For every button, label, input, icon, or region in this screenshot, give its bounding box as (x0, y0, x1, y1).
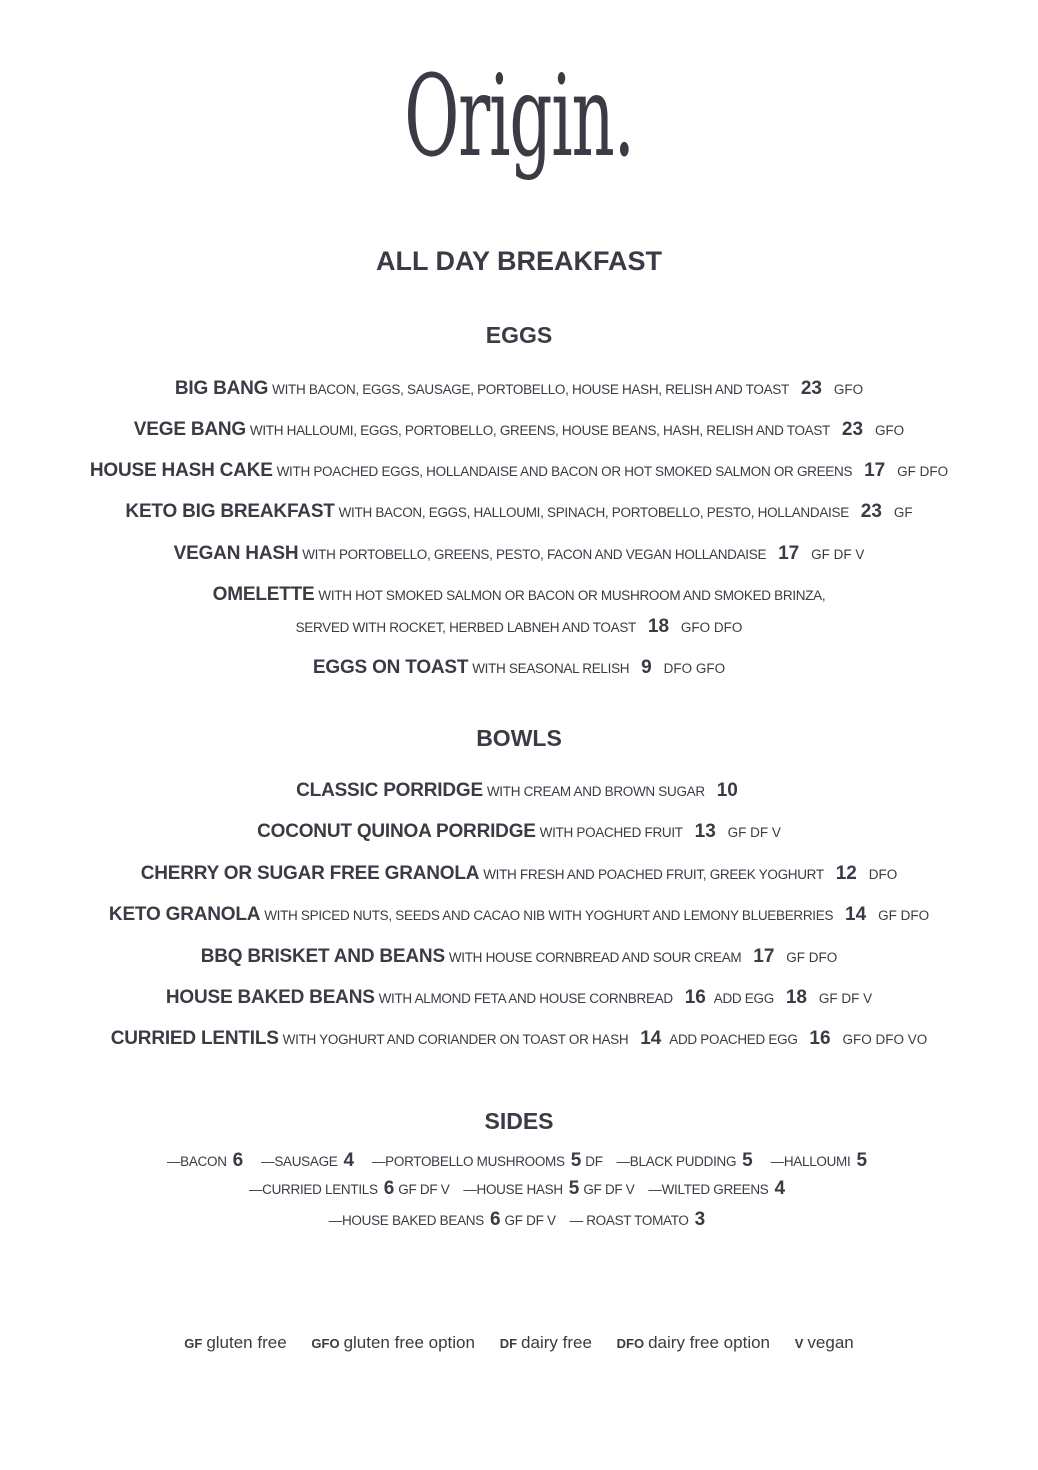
side-price: 5 (742, 1150, 753, 1171)
item-extra: ADD POACHED EGG (669, 1032, 798, 1047)
item-desc: WITH HOUSE CORNBREAD AND SOUR CREAM (448, 950, 742, 965)
item-tags: GF DF V (727, 825, 781, 840)
legend-label: gluten free option (343, 1333, 475, 1352)
page-title: ALL DAY BREAKFAST (375, 246, 663, 276)
item-price: 18 (647, 616, 670, 637)
legend-code: V (794, 1336, 804, 1351)
item-name: VEGAN HASH (173, 543, 299, 564)
item-desc: WITH ALMOND FETA AND HOUSE CORNBREAD (378, 991, 673, 1006)
side-tags: GF DF V (504, 1213, 556, 1228)
menu-item-keto-granola (0, 903, 1038, 928)
item-tags: GFO (874, 423, 905, 438)
item-price: 23 (841, 419, 864, 440)
item-tags: GF DFO (786, 950, 838, 965)
item-desc: WITH HOT SMOKED SALMON OR BACON OR MUSHROOM AND SMOKED BRINZA, (318, 588, 826, 603)
item-price: 17 (778, 543, 800, 564)
item-price: 17 (753, 946, 775, 967)
item-desc-continued: SERVED WITH ROCKET, HERBED LABNEH AND TOAST (295, 620, 636, 635)
section-heading-eggs: EGGS (485, 322, 553, 348)
item-price: 10 (716, 780, 738, 801)
item-desc: WITH PORTOBELLO, GREENS, PESTO, FACON AND VEGAN HOLLANDAISE (302, 547, 767, 562)
menu-item-house-hash-cake (0, 459, 1038, 484)
side-name: —SAUSAGE (261, 1154, 338, 1169)
item-price: 14 (640, 1028, 662, 1049)
side-price: 4 (774, 1178, 786, 1199)
item-price: 17 (864, 460, 886, 481)
item-tags: GFO DFO (680, 620, 743, 635)
item-name: CURRIED LENTILS (110, 1028, 279, 1049)
item-name: VEGE BANG (133, 419, 247, 440)
side-tags: DF (585, 1154, 603, 1169)
legend-entry (184, 1333, 286, 1352)
item-price: 16 (684, 987, 706, 1008)
sides-row (0, 1208, 1038, 1233)
side-price: 6 (232, 1150, 244, 1171)
side-name: —PORTOBELLO MUSHROOMS (371, 1154, 565, 1169)
legend-code: DFO (616, 1336, 645, 1351)
item-tags: GFO DFO VO (842, 1032, 928, 1047)
item-name: HOUSE HASH CAKE (89, 460, 273, 481)
item-tags: GF DFO (878, 908, 930, 923)
side-price: 6 (489, 1209, 501, 1230)
dietary-legend (0, 1333, 1038, 1353)
item-name: BIG BANG (174, 378, 269, 399)
side-price: 5 (568, 1178, 580, 1199)
menu-item-curried-lentils (0, 1027, 1038, 1052)
item-desc: WITH SEASONAL RELISH (472, 661, 630, 676)
item-name: KETO BIG BREAKFAST (125, 501, 335, 522)
legend-label: gluten free (206, 1333, 287, 1352)
legend-label: dairy free option (648, 1333, 770, 1352)
item-desc: WITH HALLOUMI, EGGS, PORTOBELLO, GREENS, HOUSE BEANS, HASH, RELISH AND TOAST (249, 423, 831, 438)
item-price: 12 (835, 863, 857, 884)
item-desc: WITH BACON, EGGS, SAUSAGE, PORTOBELLO, HOUSE HASH, RELISH AND TOAST (272, 382, 789, 397)
legend-entry (311, 1333, 475, 1352)
item-name: EGGS ON TOAST (312, 657, 469, 678)
item-name: COCONUT QUINOA PORRIDGE (257, 821, 536, 842)
legend-code: GFO (311, 1336, 340, 1351)
item-name: CLASSIC PORRIDGE (296, 780, 483, 801)
menu-item-omelette-continued (0, 615, 1038, 640)
item-tags: GFO (833, 382, 864, 397)
item-desc: WITH POACHED FRUIT (539, 825, 683, 840)
item-extra: ADD EGG (713, 991, 774, 1006)
item-tags: GF (893, 505, 913, 520)
section-heading-bowls: BOWLS (476, 725, 562, 751)
item-price: 14 (845, 904, 867, 925)
menu-item-big-bang (0, 377, 1038, 402)
menu-item-eggs-on-toast (0, 656, 1038, 681)
side-name: —WILTED GREENS (648, 1182, 769, 1197)
item-name: OMELETTE (212, 584, 315, 605)
side-price: 5 (570, 1150, 582, 1171)
sides-row (0, 1177, 1038, 1202)
legend-label: dairy free (521, 1333, 592, 1352)
legend-entry (795, 1333, 854, 1352)
legend-entry (617, 1333, 770, 1352)
side-name: —HOUSE HASH (463, 1182, 563, 1197)
side-name: —BLACK PUDDING (616, 1154, 737, 1169)
item-price: 13 (694, 821, 716, 842)
side-price: 6 (383, 1178, 395, 1199)
legend-label: vegan (807, 1333, 854, 1352)
side-name: —BACON (166, 1154, 227, 1169)
menu-item-coconut-quinoa-porridge (0, 820, 1038, 845)
item-price: 9 (641, 657, 652, 678)
item-desc: WITH SPICED NUTS, SEEDS AND CACAO NIB WITH YOGHURT AND LEMONY BLUEBERRIES (264, 908, 834, 923)
menu-item-keto-big-breakfast (0, 500, 1038, 525)
section-heading-sides: SIDES (484, 1108, 554, 1134)
menu-item-classic-porridge (0, 779, 1038, 804)
menu-item-omelette (0, 583, 1038, 608)
side-price: 3 (694, 1209, 706, 1230)
item-desc: WITH BACON, EGGS, HALLOUMI, SPINACH, PORTOBELLO, PESTO, HOLLANDAISE (338, 505, 849, 520)
legend-code: DF (499, 1336, 518, 1351)
side-price: 4 (343, 1150, 355, 1171)
item-tags: GF DF V (818, 991, 873, 1006)
logo: Origin. (404, 52, 634, 182)
side-tags: GF DF V (398, 1182, 450, 1197)
side-price: 5 (856, 1150, 868, 1171)
item-name: HOUSE BAKED BEANS (165, 987, 375, 1008)
item-extra-price: 16 (809, 1028, 831, 1049)
legend-entry (500, 1333, 592, 1352)
menu-item-vege-bang (0, 418, 1038, 443)
item-tags: DFO (868, 867, 898, 882)
item-desc: WITH CREAM AND BROWN SUGAR (486, 784, 705, 799)
menu-item-granola (0, 862, 1038, 887)
side-name: —CURRIED LENTILS (248, 1182, 378, 1197)
menu-item-house-baked-beans (0, 986, 1038, 1011)
sides-row (0, 1149, 1038, 1174)
item-name: BBQ BRISKET AND BEANS (200, 946, 445, 967)
side-name: —HOUSE BAKED BEANS (328, 1213, 484, 1228)
item-extra-price: 18 (785, 987, 807, 1008)
item-name: CHERRY OR SUGAR FREE GRANOLA (140, 863, 480, 884)
menu-item-bbq-brisket (0, 945, 1038, 970)
item-tags: DFO GFO (663, 661, 726, 676)
item-tags: GF DFO (897, 464, 949, 479)
item-tags: GF DF V (811, 547, 865, 562)
item-price: 23 (800, 378, 822, 399)
menu-item-vegan-hash (0, 542, 1038, 567)
item-desc: WITH FRESH AND POACHED FRUIT, GREEK YOGHURT (483, 867, 824, 882)
item-price: 23 (860, 501, 882, 522)
item-name: KETO GRANOLA (108, 904, 261, 925)
side-tags: GF DF V (583, 1182, 635, 1197)
item-desc: WITH POACHED EGGS, HOLLANDAISE AND BACON OR HOT SMOKED SALMON OR GREENS (276, 464, 853, 479)
side-name: —HALLOUMI (770, 1154, 851, 1169)
item-desc: WITH YOGHURT AND CORIANDER ON TOAST OR HASH (282, 1032, 629, 1047)
side-name: — ROAST TOMATO (569, 1213, 689, 1228)
legend-code: GF (184, 1336, 203, 1351)
